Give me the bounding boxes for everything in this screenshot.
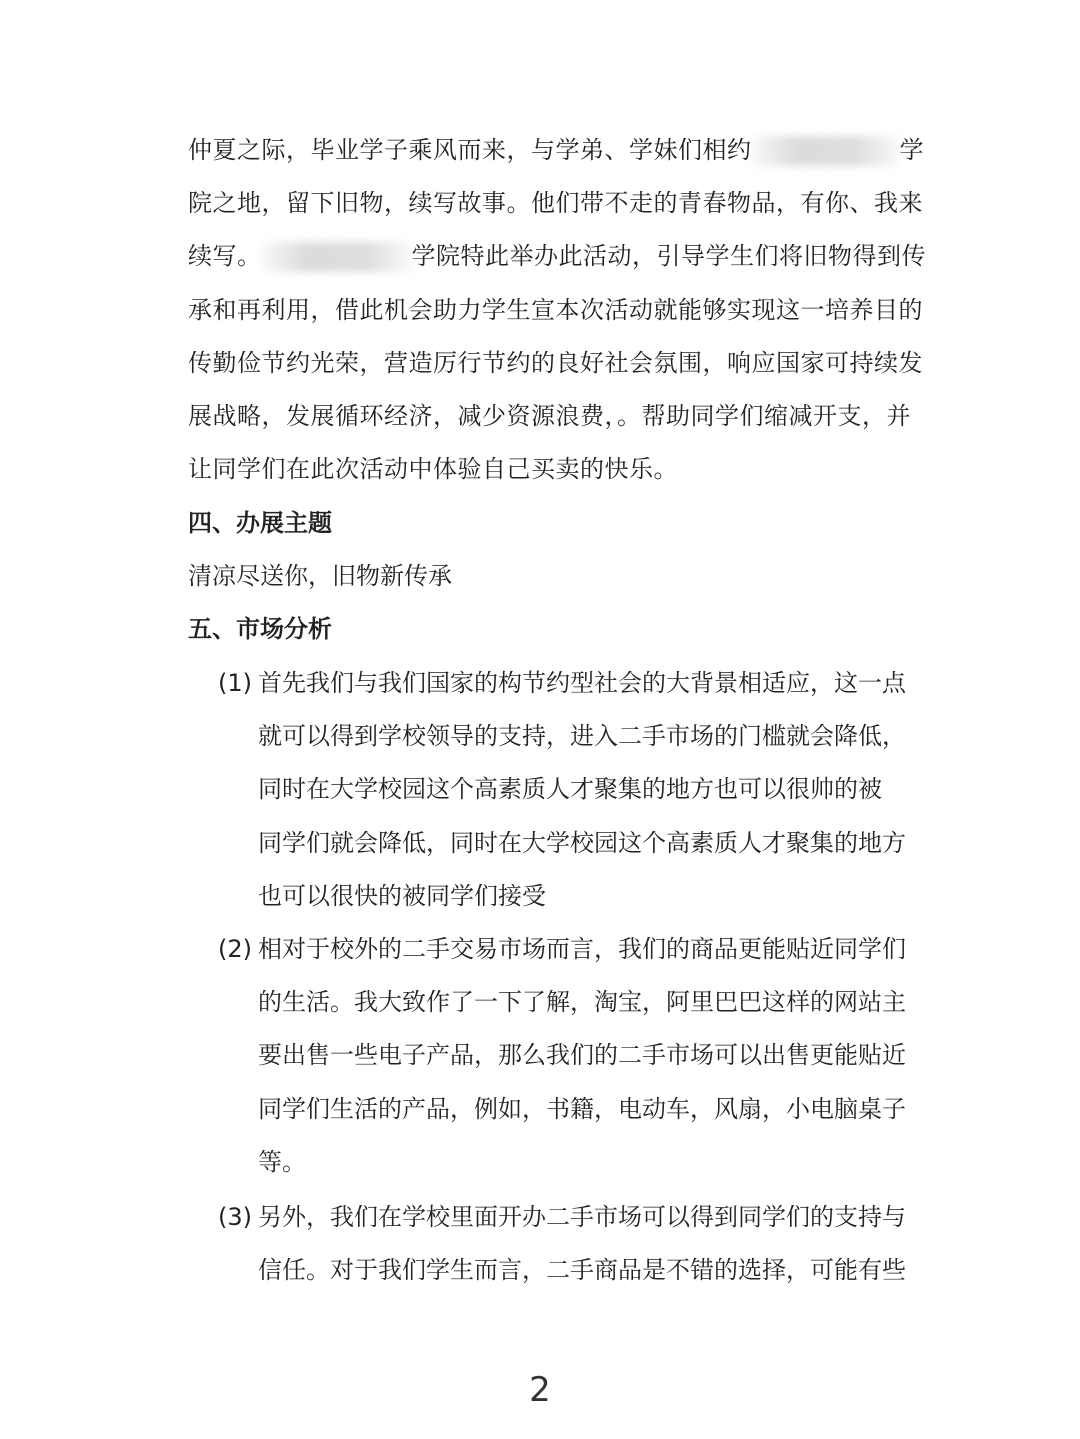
intro-paragraph xyxy=(188,124,926,496)
intro-line: 院之地，留下旧物，续写故事。他们带不走的青春物品，有你、我来 xyxy=(188,189,923,218)
intro-line: 仲夏之际，毕业学子乘风而来，与学弟、学妹们相约 学 xyxy=(188,136,924,164)
list-item-content: 相对于校外的二手交易市场而言，我们的商品更能贴近同学们 的生活。我大致作了一下了解，淘宝，阿里巴巴这样的网站主 要出售一些电子产品，那么我们的二手市场可以出售更能贴近 同学们生活的产品，例如，书籍，电动车，风扇，小电脑桌子 等。 xyxy=(258,935,906,1176)
list-item-number: (3) xyxy=(218,1203,252,1231)
theme-text: 清凉尽送你，旧物新传承 xyxy=(188,562,452,590)
intro-line: 展战略，发展循环经济，减少资源浪费，。帮助同学们缩减开支，并 xyxy=(188,401,911,430)
list-item xyxy=(218,1191,908,1297)
list-item-content: 另外，我们在学校里面开办二手市场可以得到同学们的支持与 信任。对于我们学生而言，二手商品是不错的选择，可能有些 xyxy=(258,1203,906,1285)
redacted-blur xyxy=(262,242,412,272)
list-item xyxy=(218,923,908,1189)
list-item-number: (2) xyxy=(218,935,252,963)
section-heading-theme: 四、办展主题 xyxy=(188,509,332,537)
redacted-blur xyxy=(752,136,900,166)
list-item xyxy=(218,657,908,923)
section-heading-market: 五、市场分析 xyxy=(188,615,332,643)
list-item-content: 首先我们与我们国家的构节约型社会的大背景相适应，这一点 就可以得到学校领导的支持，进入二手市场的门槛就会降低， 同时在大学校园这个高素质人才聚集的地方也可以很帅的被 同学们就会降低，同时在大学校园这个高素质人才聚集的地方 也可以很快的被同学们接受 xyxy=(258,669,906,910)
intro-line: 承和再利用，借此机会助力学生宣本次活动就能够实现这一培养目的 xyxy=(188,295,923,324)
intro-line: 让同学们在此次活动中体验自己买卖的快乐。 xyxy=(188,455,678,484)
list-item-number: (1) xyxy=(218,669,252,697)
page-number: 2 xyxy=(529,1370,551,1410)
intro-line: 传勤俭节约光荣，营造厉行节约的良好社会氛围，响应国家可持续发 xyxy=(188,348,923,377)
intro-line: 续写。 学院特此举办此活动，引导学生们将旧物得到传 xyxy=(188,242,926,271)
